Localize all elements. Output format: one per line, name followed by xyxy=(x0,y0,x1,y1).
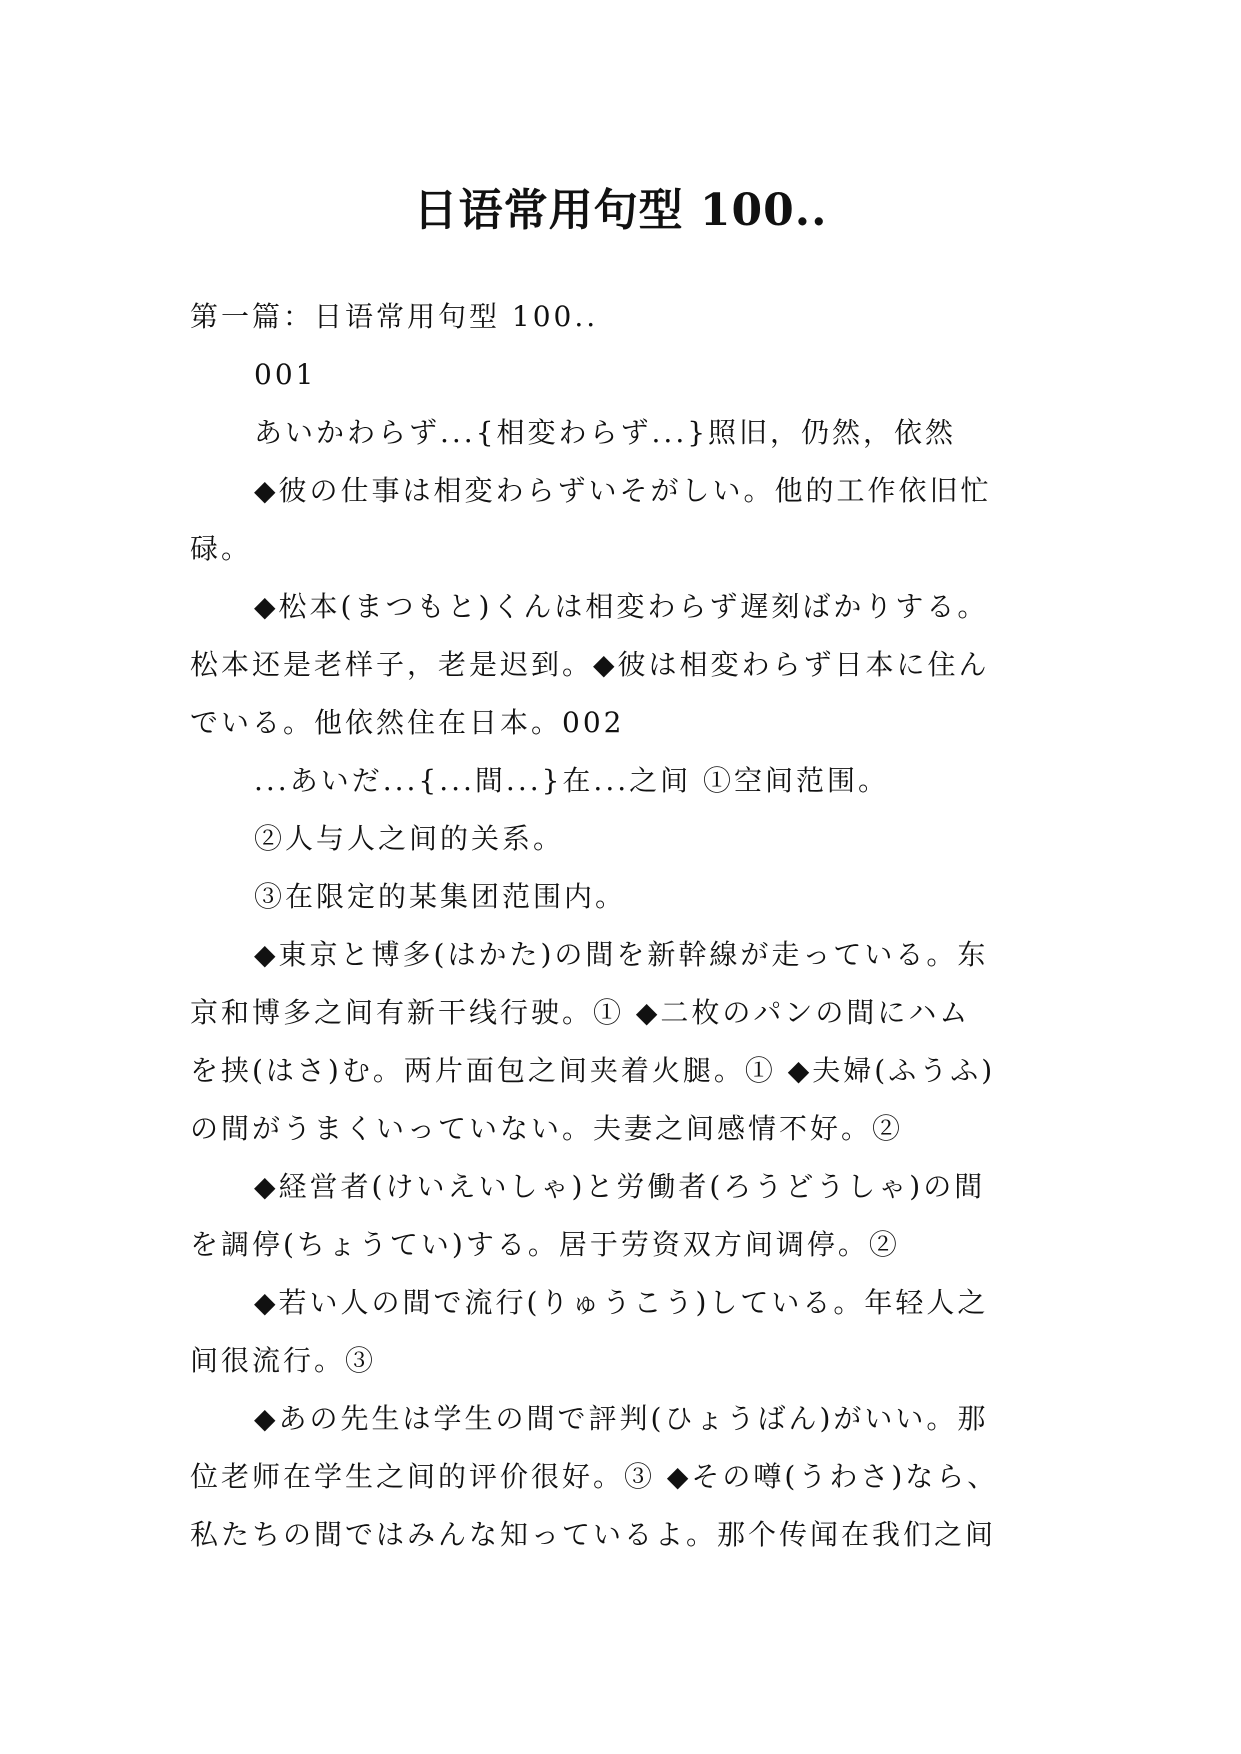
text-line: 松本还是老样子，老是迟到。◆彼は相変わらず日本に住ん xyxy=(190,648,990,681)
page-title: 日语常用句型 100.. xyxy=(413,185,828,237)
text-line: ③在限定的某集团范围内。 xyxy=(254,880,627,913)
text-line: 第一篇：日语常用句型 100.. xyxy=(190,300,599,333)
text-line: を挟(はさ)む。两片面包之间夹着火腿。① ◆夫婦(ふうふ) xyxy=(190,1054,996,1087)
text-line: ◆あの先生は学生の間で評判(ひょうばん)がいい。那 xyxy=(254,1402,989,1435)
text-line: 碌。 xyxy=(190,532,253,565)
text-line: 001 xyxy=(254,358,317,391)
text-line: ◆経営者(けいえいしゃ)と労働者(ろうどうしゃ)の間 xyxy=(254,1170,986,1203)
text-line: 位老师在学生之间的评价很好。③ ◆その噂(うわさ)なら、 xyxy=(190,1460,999,1493)
text-line: 间很流行。③ xyxy=(190,1344,377,1377)
text-line: 京和博多之间有新干线行驶。① ◆二枚のパンの間にハム xyxy=(190,996,971,1029)
text-line: ◆若い人の間で流行(りゅうこう)している。年轻人之 xyxy=(254,1286,989,1319)
text-line: でいる。他依然住在日本。002 xyxy=(190,706,625,739)
text-line: ◆東京と博多(はかた)の間を新幹線が走っている。东 xyxy=(254,938,989,971)
text-line: の間がうまくいっていない。夫妻之间感情不好。② xyxy=(190,1112,904,1145)
text-line: あいかわらず...{相変わらず...}照旧，仍然，依然 xyxy=(254,416,957,449)
text-line: 私たちの間ではみんな知っているよ。那个传闻在我们之间 xyxy=(190,1518,997,1551)
text-line: ...あいだ...{...間...}在...之间 ①空间范围。 xyxy=(254,764,890,797)
text-line: ◆松本(まつもと)くんは相変わらず遅刻ばかりする。 xyxy=(254,590,989,623)
text-line: ◆彼の仕事は相変わらずいそがしい。他的工作依旧忙 xyxy=(254,474,992,507)
text-line: を調停(ちょうてい)する。居于劳资双方间调停。② xyxy=(190,1228,900,1261)
text-line: ②人与人之间的关系。 xyxy=(254,822,565,855)
document-body xyxy=(190,288,1060,1564)
